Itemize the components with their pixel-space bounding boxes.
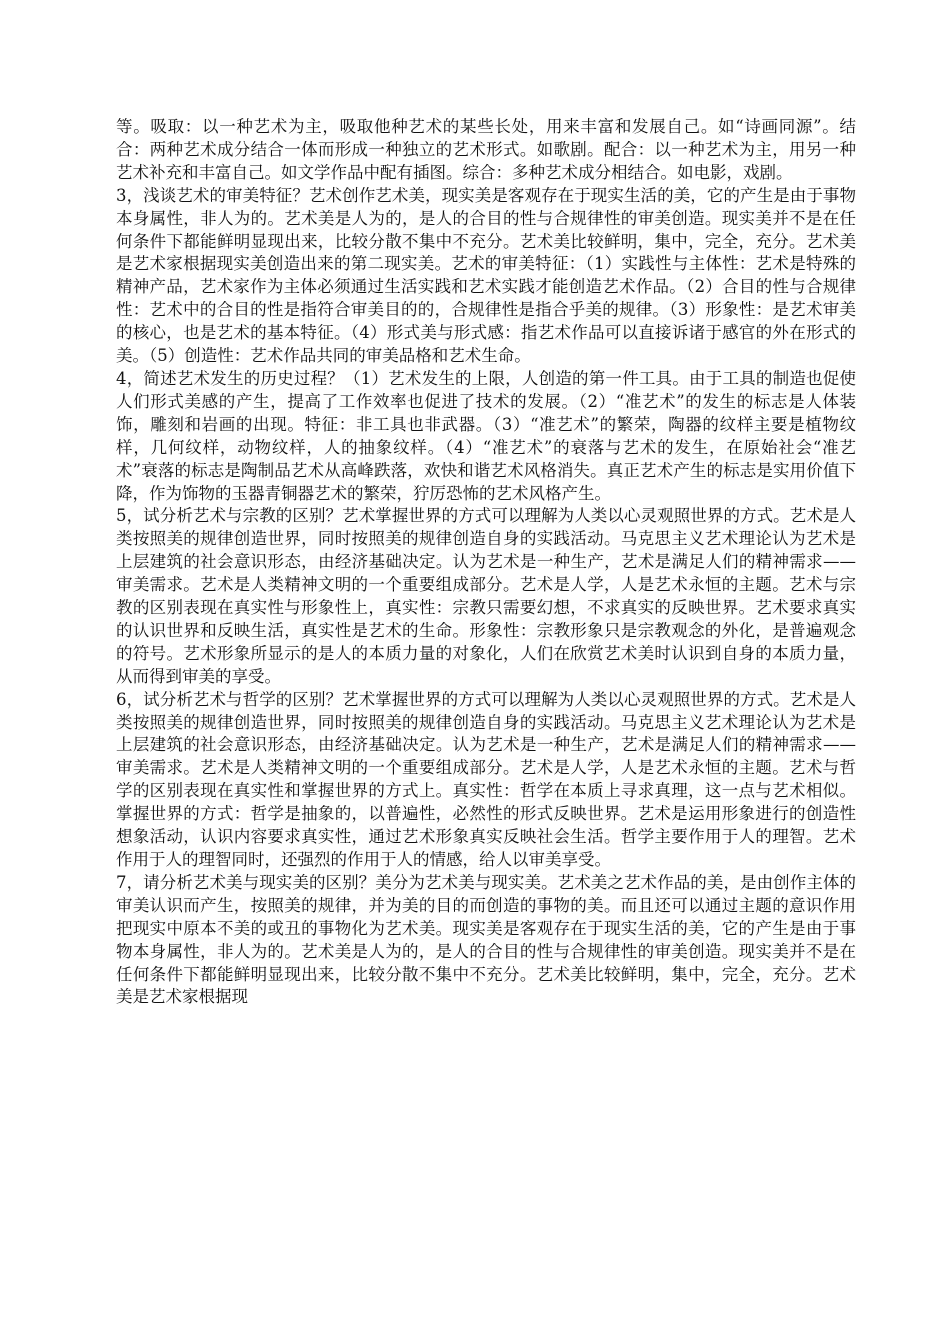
document-body xyxy=(116,116,856,1009)
paragraph-question-4: 4，简述艺术发生的历史过程？（1）艺术发生的上限，人创造的第一件工具。由于工具的制造也促使人们形式美感的产生，提高了工作效率也促进了技术的发展。（2）“准艺术”的发生的标志是人体装饰，雕刻和岩画的出现。特征：非工具也非武器。（3）“准艺术”的繁荣，陶器的纹样主要是植物纹样，几何纹样，动物纹样，人的抽象纹样。（4）“准艺术”的衰落与艺术的发生，在原始社会“准艺术”衰落的标志是陶制品艺术从高峰跌落，欢快和谐艺术风格消失。真正艺术产生的标志是实用价值下降，作为饰物的玉器青铜器艺术的繁荣，狞厉恐怖的艺术风格产生。 xyxy=(116,368,856,503)
paragraph-question-3: 3，浅谈艺术的审美特征？艺术创作艺术美，现实美是客观存在于现实生活的美，它的产生是由于事物本身属性，非人为的。艺术美是人为的，是人的合目的性与合规律性的审美创造。现实美并不是在任何条件下都能鲜明显现出来，比较分散不集中不充分。艺术美比较鲜明，集中，完全，充分。艺术美是艺术家根据现实美创造出来的第二现实美。艺术的审美特征：（1）实践性与主体性：艺术是特殊的精神产品，艺术家作为主体必须通过生活实践和艺术实践才能创造艺术作品。（2）合目的性与合规律性：艺术中的合目的性是指符合审美目的的，合规律性是指合乎美的规律。（3）形象性：是艺术审美的核心，也是艺术的基本特征。（4）形式美与形式感：指艺术作品可以直接诉诸于感官的外在形式的美。（5）创造性：艺术作品共同的审美品格和艺术生命。 xyxy=(116,185,856,366)
paragraph-question-5: 5，试分析艺术与宗教的区别？艺术掌握世界的方式可以理解为人类以心灵观照世界的方式。艺术是人类按照美的规律创造世界，同时按照美的规律创造自身的实践活动。马克思主义艺术理论认为艺术是上层建筑的社会意识形态，由经济基础决定。认为艺术是一种生产，艺术是满足人们的精神需求——审美需求。艺术是人类精神文明的一个重要组成部分。艺术是人学，人是艺术永恒的主题。艺术与宗教的区别表现在真实性与形象性上，真实性：宗教只需要幻想，不求真实的反映世界。艺术要求真实的认识世界和反映生活，真实性是艺术的生命。形象性：宗教形象只是宗教观念的外化，是普遍观念的符号。艺术形象所显示的是人的本质力量的对象化，人们在欣赏艺术美时认识到自身的本质力量，从而得到审美的享受。 xyxy=(116,506,856,686)
paragraph-question-6: 6，试分析艺术与哲学的区别？艺术掌握世界的方式可以理解为人类以心灵观照世界的方式。艺术是人类按照美的规律创造世界，同时按照美的规律创造自身的实践活动。马克思主义艺术理论认为艺术是上层建筑的社会意识形态，由经济基础决定。认为艺术是一种生产，艺术是满足人们的精神需求——审美需求。艺术是人类精神文明的一个重要组成部分。艺术是人学，人是艺术永恒的主题。艺术与哲学的区别表现在真实性和掌握世界的方式上。真实性：哲学在本质上寻求真理，这一点与艺术相似。掌握世界的方式：哲学是抽象的，以普遍性，必然性的形式反映世界。艺术是运用形象进行的创造性想象活动，认识内容要求真实性，通过艺术形象真实反映社会生活。哲学主要作用于人的理智。艺术作用于人的理智同时，还强烈的作用于人的情感，给人以审美享受。 xyxy=(116,689,856,869)
paragraph-question-7: 7，请分析艺术美与现实美的区别？美分为艺术美与现实美。艺术美之艺术作品的美，是由创作主体的审美认识而产生，按照美的规律，并为美的目的而创造的事物的美。而且还可以通过主题的意识作用把现实中原本不美的或丑的事物化为艺术美。现实美是客观存在于现实生活的美，它的产生是由于事物本身属性，非人为的。艺术美是人为的，是人的合目的性与合规律性的审美创造。现实美并不是在任何条件下都能鲜明显现出来，比较分散不集中不充分。艺术美比较鲜明，集中，完全，充分。艺术美是艺术家根据现 xyxy=(116,872,856,1007)
paragraph-continuation: 等。吸取：以一种艺术为主，吸取他种艺术的某些长处，用来丰富和发展自己。如“诗画同源”。结合：两种艺术成分结合一体而形成一种独立的艺术形式。如歌剧。配合：以一种艺术为主，用另一种艺术补充和丰富自己。如文学作品中配有插图。综合：多种艺术成分相结合。如电影，戏剧。 xyxy=(116,117,856,182)
